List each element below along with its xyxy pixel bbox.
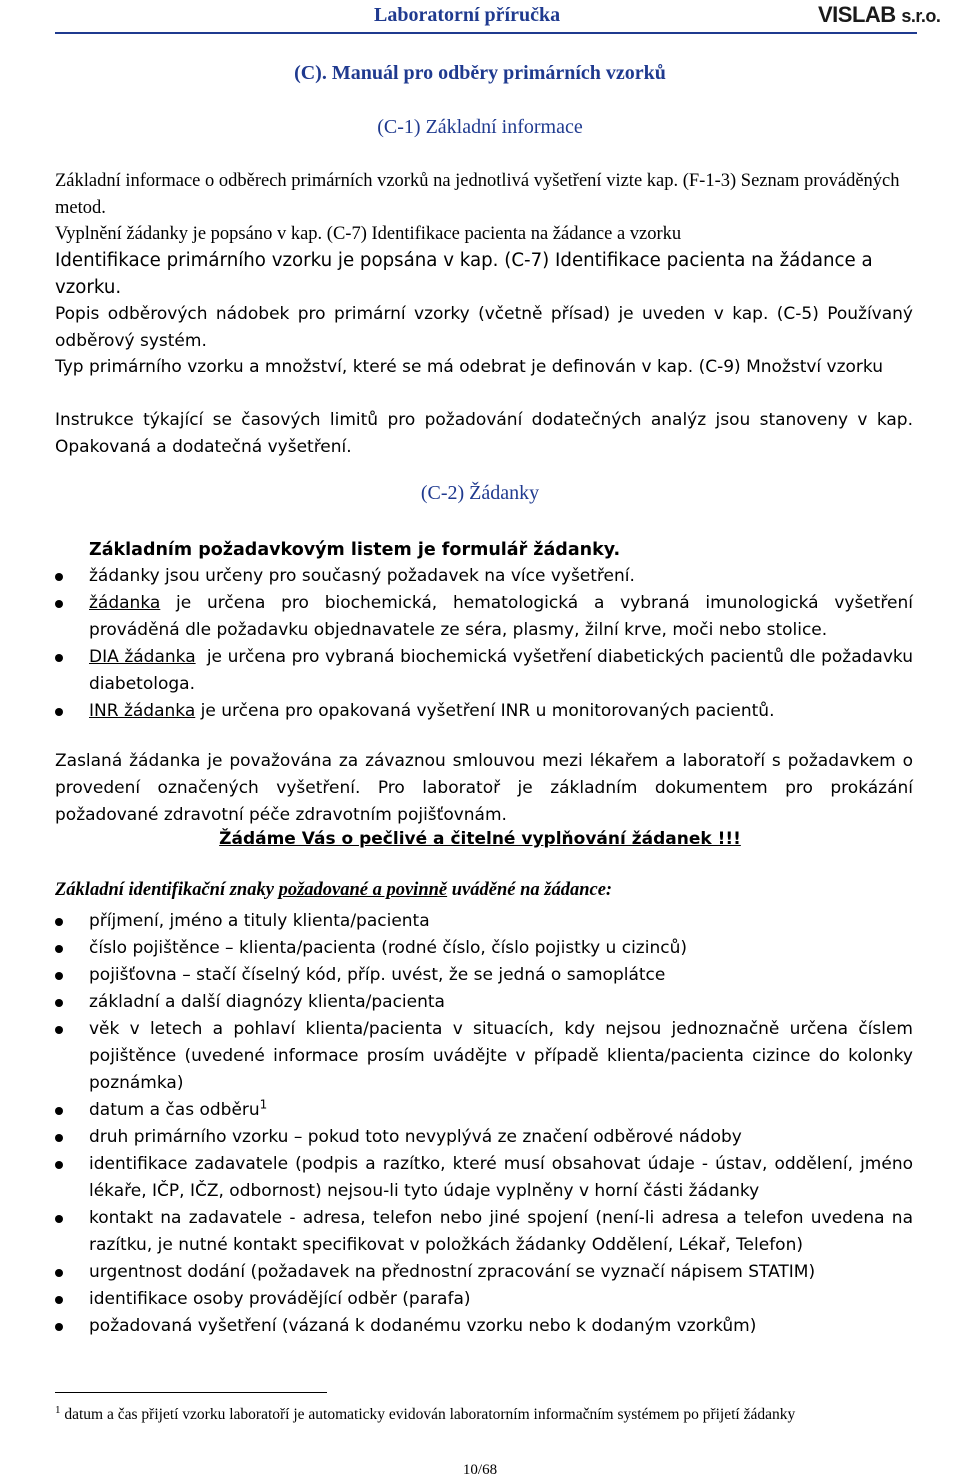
appeal-text: Žádáme Vás o pečlivé a čitelné vyplňování žádanek !!! [219,829,741,849]
bullet-icon [55,1026,63,1034]
bullet-icon [55,1296,63,1304]
list-item: základní a další diagnózy klienta/pacienta [55,989,913,1016]
page-number: 10/68 [462,1462,498,1478]
list-item: DIA žádanka je určena pro vybraná biochemická vyšetření diabetických pacientů dle požadavku diabetologa. [55,644,913,698]
bullet-icon [55,1161,63,1169]
bullet-icon [55,999,63,1007]
list-item: INR žádanka je určena pro opakovaná vyšetření INR u monitorovaných pacientů. [55,698,913,725]
list-item: pojišťovna – stačí číselný kód, příp. uvést, že se jedná o samoplátce [55,962,913,989]
list-item: číslo pojištěnce – klienta/pacienta (rodné číslo, číslo pojistky u cizinců) [55,935,913,962]
bullet-icon [55,1134,63,1142]
list-item: věk v letech a pohlaví klienta/pacienta v situacích, kdy nejsou jednoznačně určena číslem pojištěnce (uvedené informace prosím uvádějte v případě klienta/pacienta cizince do kolonky poznámka) [55,1016,913,1097]
footnote [55,1404,913,1426]
subsection-basic-info: (C-1) Základní informace [377,116,583,138]
intro-paragraph-1: Základní informace o odběrech primárních vzorků na jednotlivá vyšetření vizte kap. (F-1-3) Seznam prováděných metod. [55,171,900,218]
bullet-icon [55,1269,63,1277]
identification-list [55,908,913,1340]
bullet-icon [55,654,63,662]
bullet-icon [55,945,63,953]
list-item: datum a čas odběru$^1$ [55,1097,913,1124]
intro-paragraph-2: Vyplnění žádanky je popsáno v kap. (C-7) Identifikace pacienta na žádance a vzorku [55,224,682,244]
bullet-icon [55,1323,63,1331]
footnote-text: datum a čas přijetí vzorku laboratoří je automaticky evidován laboratorním informačním systémem po přijetí žádanky [64,1406,796,1423]
list-item: druh primárního vzorku – pokud toto nevyplývá ze značení odběrové nádoby [55,1124,913,1151]
section-title: (C). Manuál pro odběry primárních vzorků [294,62,666,84]
list-item: žádanky jsou určeny pro současný požadavek na více vyšetření. [55,563,913,590]
bullet-icon [55,972,63,980]
footnote-mark: 1 [55,1403,61,1416]
intro-paragraph-3: Identifikace primárního vzorku je popsána v kap. (C-7) Identifikace pacienta na žádance a vzorku. [55,250,873,298]
header-title: Laboratorní příručka [374,4,561,26]
logo-main: VISLAB [818,2,896,27]
list-item: požadovaná vyšetření (vázaná k dodanému vzorku nebo k dodaným vzorkům) [55,1313,913,1340]
header-divider [55,32,917,34]
list-item: urgentnost dodání (požadavek na přednostní zpracování se vyznačí nápisem STATIM) [55,1259,913,1286]
intro-paragraph-4: Popis odběrových nádobek pro primární vzorky (včetně přísad) je uveden v kap. (C-5) Používaný odběrový systém. [55,304,913,351]
requests-lead: Základním požadavkovým listem je formulář žádanky. [89,540,621,560]
bullet-icon [55,600,63,608]
bullet-icon [55,573,63,581]
list-item: žádanka je určena pro biochemická, hematologická a vybraná imunologická vyšetření prováděná dle požadavku objednavatele ze séra, plasmy, žilní krve, moči nebo stolice. [55,590,913,644]
bullet-icon [55,918,63,926]
intro-paragraph-6: Instrukce týkající se časových limitů pro požadování dodatečných analýz jsou stanoveny v kap. Opakovaná a dodatečná vyšetření. [55,410,913,457]
identification-heading: Základní identifikační znaky požadované a povinně uváděné na žádance: [55,880,613,900]
bullet-icon [55,708,63,716]
bullet-icon [55,1107,63,1115]
contract-paragraph: Zaslaná žádanka je považována za závaznou smlouvou mezi lékařem a laboratoří s požadavkem o provedení označených vyšetření. Pro laboratoř je základním dokumentem pro prokázání požadované zdravotní péče zdravotním pojišťovnám. [55,751,913,825]
list-item: identifikace osoby provádějící odběr (parafa) [55,1286,913,1313]
list-item: kontakt na zadavatele - adresa, telefon nebo jiné spojení (není-li adresa a telefon uvedena na razítku, je nutné kontakt specifikovat v položkách žádanky Oddělení, Lékař, Telefon) [55,1205,913,1259]
logo-suffix: s.r.o. [901,6,941,26]
intro-paragraph-5: Typ primárního vzorku a množství, které se má odebrat je definován v kap. (C-9) Množství vzorku [55,357,884,377]
list-item: identifikace zadavatele (podpis a razítko, které musí obsahovat údaje - ústav, oddělení, jméno lékaře, IČP, IČZ, odbornost) nejsou-li tyto údaje vyplněny v horní části žádanky [55,1151,913,1205]
footnote-separator [55,1392,327,1393]
footnote-reference: 1 [259,1097,268,1112]
request-types-list [55,563,919,725]
bullet-icon [55,1215,63,1223]
company-logo [818,2,940,28]
list-item: příjmení, jméno a tituly klienta/pacienta [55,908,913,935]
subsection-requests: (C-2) Žádanky [420,482,540,504]
